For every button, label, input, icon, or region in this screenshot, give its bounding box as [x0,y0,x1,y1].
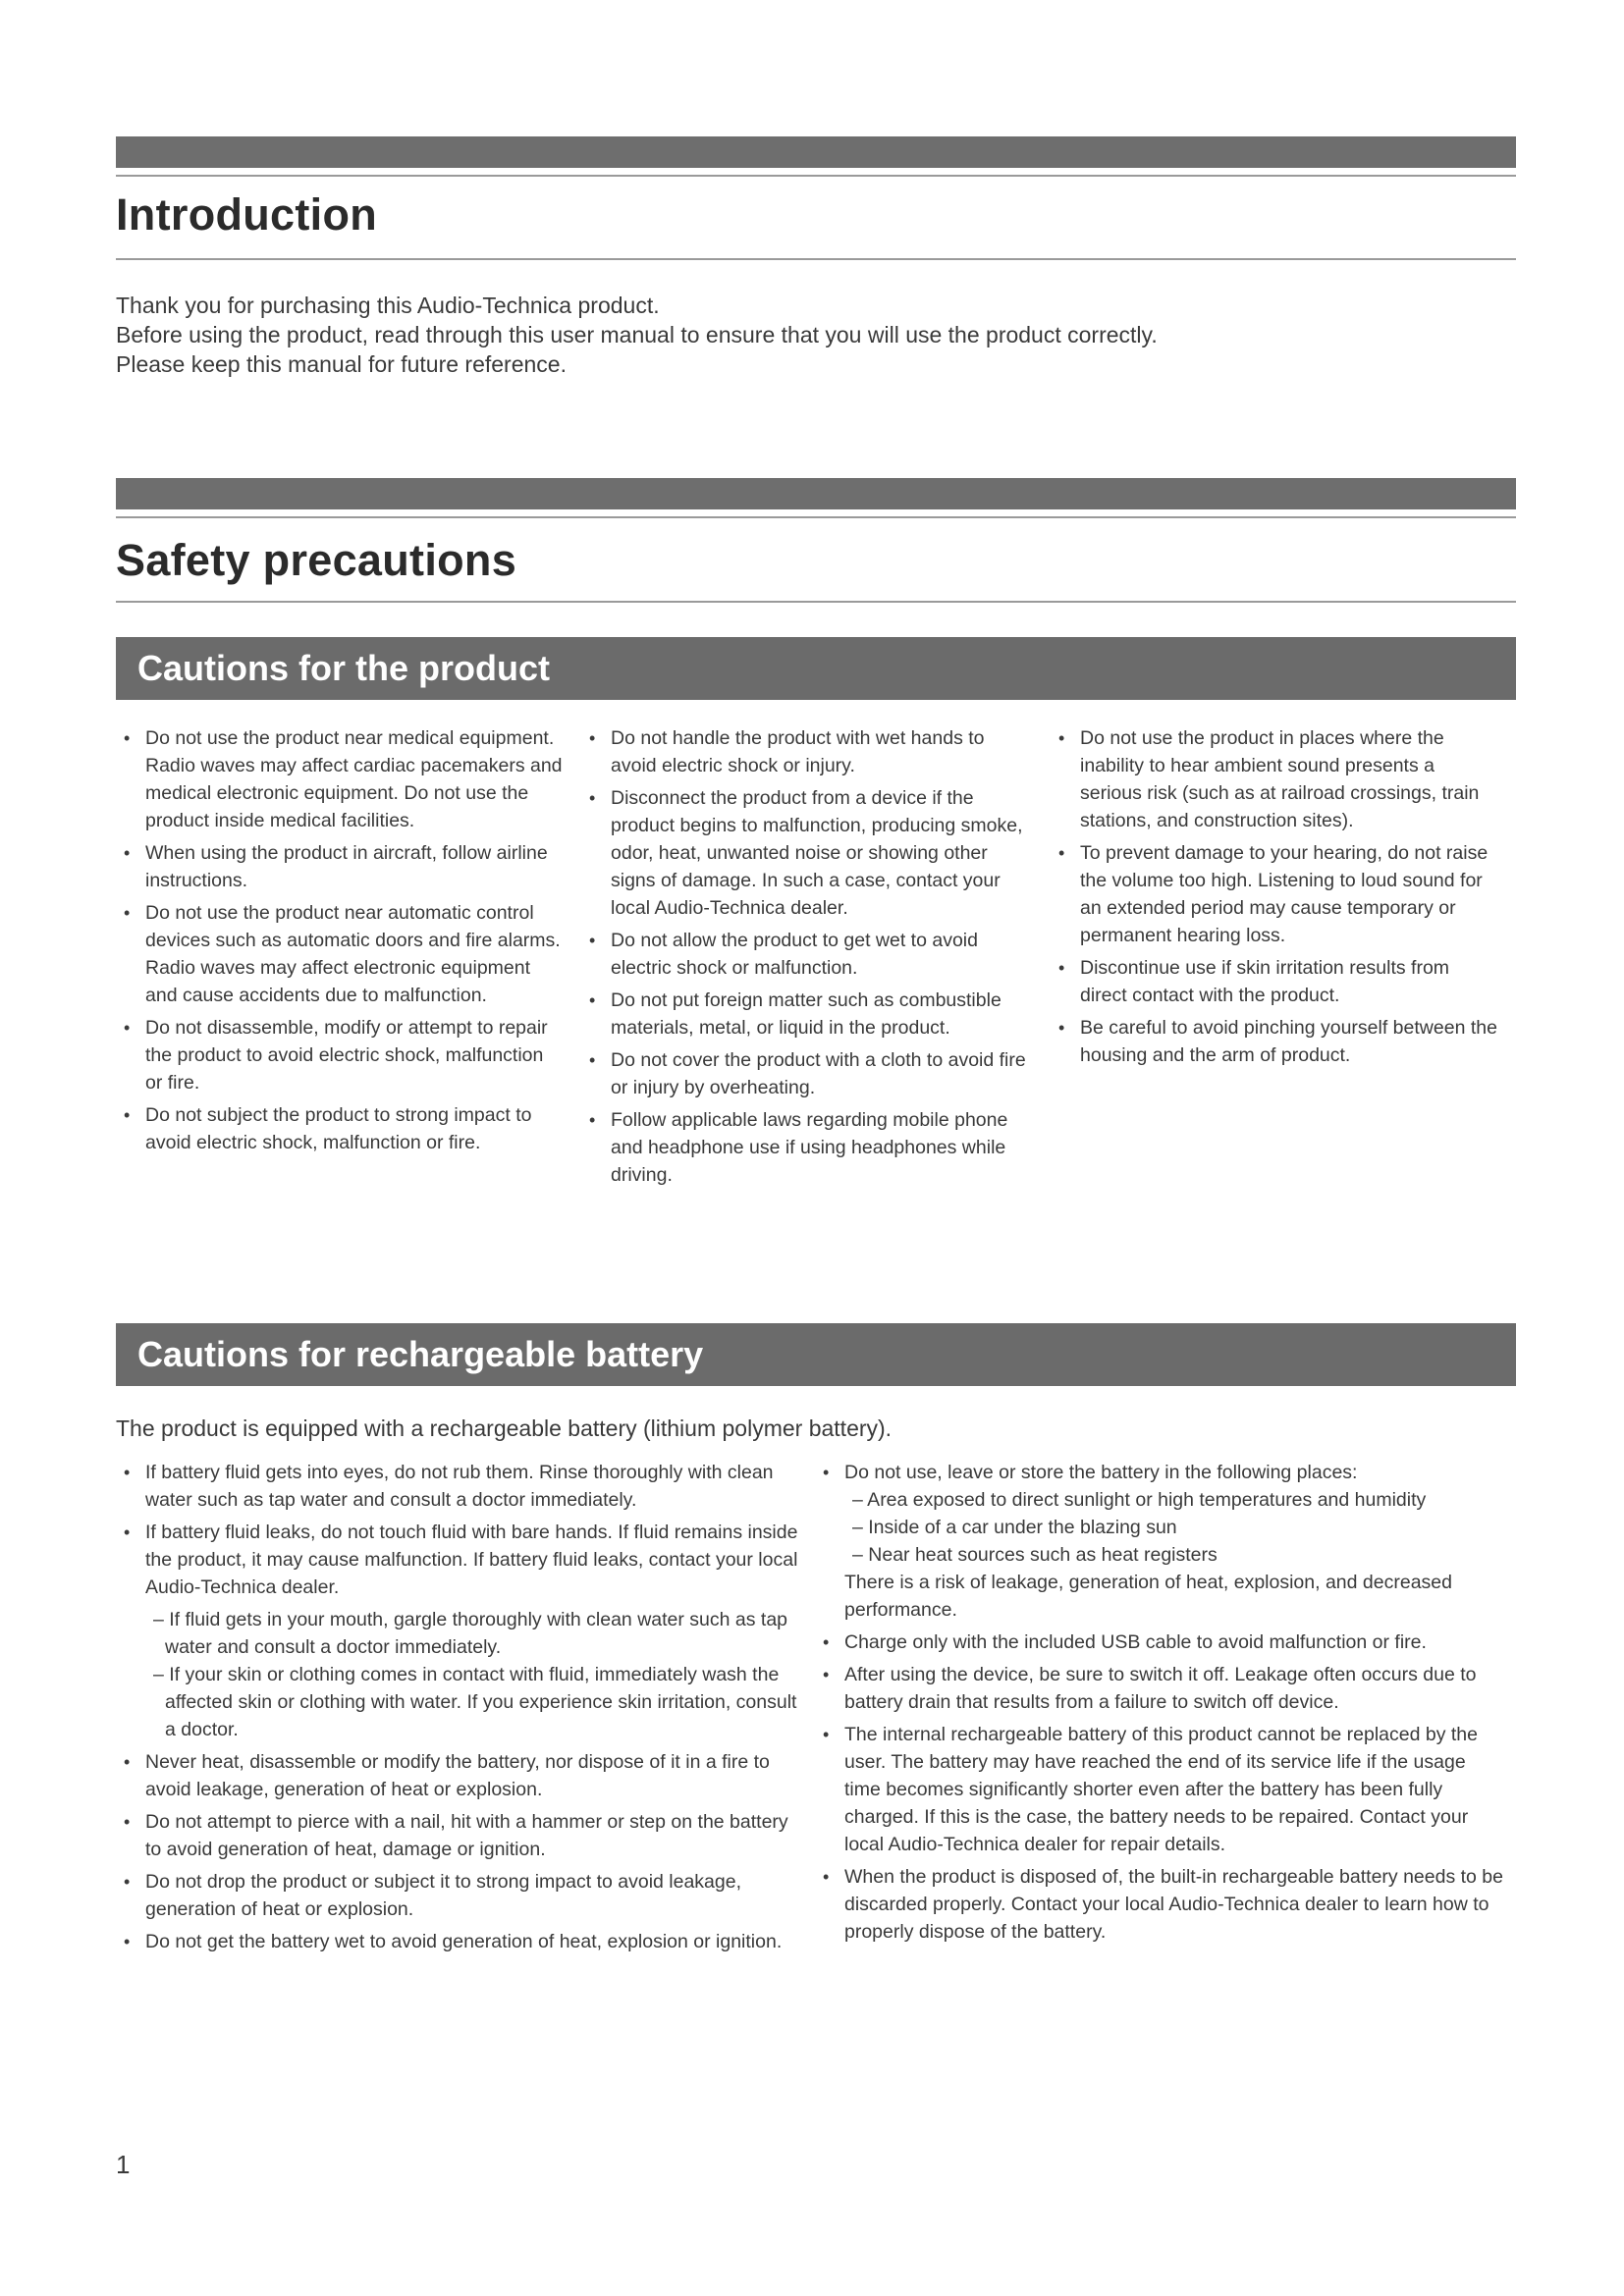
battery-cautions-right [817,1459,1504,1950]
list-item: • Do not attempt to pierce with a nail, hit with a hammer or step on the battery to avoid generation of heat, damage or ignition. [118,1808,805,1863]
list-item: • Charge only with the included USB cable to avoid malfunction or fire. [817,1629,1504,1656]
list-item: • To prevent damage to your hearing, do not raise the volume too high. Listening to loud sound for an extended period may cause temporary or permanent hearing loss. [1053,839,1499,949]
product-cautions-col3 [1053,724,1499,1074]
list-item: • Do not use the product near medical equipment. Radio waves may affect cardiac pacemakers and medical electronic equipment. Do not use the product inside medical facilities. [118,724,565,834]
list-item: • The internal rechargeable battery of this product cannot be replaced by the user. The battery may have reached the end of its service life if the usage time becomes significantly shorter even after the battery has been fully charged. If this is the case, the battery needs to be repaired. Contact your local Audio-Technica dealer for repair details. [817,1721,1504,1858]
introduction-bottom-rule [116,258,1516,260]
list-item: • Follow applicable laws regarding mobile phone and headphone use if using headphones while driving. [583,1106,1030,1189]
list-item: • Do not cover the product with a cloth to avoid fire or injury by overheating. [583,1046,1030,1101]
introduction-text [116,291,1510,379]
list-item: • Do not get the battery wet to avoid generation of heat, explosion or ignition. [118,1928,805,1955]
list-item-continuation: There is a risk of leakage, generation of heat, explosion, and decreased performance. [844,1572,1452,1621]
list-item: • Discontinue use if skin irritation results from direct contact with the product. [1053,954,1499,1009]
list-item: • If battery fluid leaks, do not touch fluid with bare hands. If fluid remains inside the product, it may cause malfunction. If battery fluid leaks, contact your local Audio-Technica dealer. [118,1519,805,1601]
safety-title: Safety precautions [116,535,517,585]
list-item: • Do not put foreign matter such as combustible materials, metal, or liquid in the product. [583,987,1030,1041]
intro-paragraph: Please keep this manual for future reference. [116,351,567,377]
product-cautions-heading: Cautions for the product [116,637,1516,700]
product-cautions-col2 [583,724,1030,1194]
list-item: • Do not drop the product or subject it to strong impact to avoid leakage, generation of heat or explosion. [118,1868,805,1923]
list-item: • After using the device, be sure to switch it off. Leakage often occurs due to battery drain that results from a failure to switch off device. [817,1661,1504,1716]
list-item: • Do not disassemble, modify or attempt to repair the product to avoid electric shock, malfunction or fire. [118,1014,565,1096]
intro-paragraph: Before using the product, read through this user manual to ensure that you will use the product correctly. [116,322,1158,347]
safety-bottom-rule [116,601,1516,603]
battery-cautions-heading: Cautions for rechargeable battery [116,1323,1516,1386]
intro-paragraph: Thank you for purchasing this Audio-Technica product. [116,293,660,318]
battery-intro: The product is equipped with a rechargeable battery (lithium polymer battery). [116,1415,893,1441]
list-item: • If battery fluid gets into eyes, do not rub them. Rinse thoroughly with clean water such as tap water and consult a doctor immediately. [118,1459,805,1514]
introduction-bar [116,136,1516,168]
introduction-title: Introduction [116,189,378,240]
list-item: • Do not subject the product to strong impact to avoid electric shock, malfunction or fire. [118,1101,565,1156]
sub-list-item: – Near heat sources such as heat registers [852,1544,1218,1566]
product-cautions-col1 [118,724,565,1161]
sub-list-item: – If fluid gets in your mouth, gargle thoroughly with clean water such as tap water and consult a doctor immediately. [153,1609,788,1658]
sub-list-item: – If your skin or clothing comes in contact with fluid, immediately wash the affected skin or clothing with water. If you experience skin irritation, consult a doctor. [153,1664,797,1740]
list-item: • Do not handle the product with wet hands to avoid electric shock or injury. [583,724,1030,779]
safety-bar [116,478,1516,509]
list-item: • Do not use the product near automatic control devices such as automatic doors and fire alarms. Radio waves may affect electronic equipment and cause accidents due to malfunction. [118,899,565,1009]
list-item: • Disconnect the product from a device if the product begins to malfunction, producing smoke, odor, heat, unwanted noise or showing other signs of damage. In such a case, contact your local Audio-Technica dealer. [583,784,1030,922]
sub-list-item: – Area exposed to direct sunlight or high temperatures and humidity [852,1489,1427,1511]
page-number: 1 [116,2150,131,2179]
introduction-top-rule [116,175,1516,177]
list-item: • Do not use, leave or store the battery in the following places: [817,1459,1504,1486]
list-item: • Do not use the product in places where the inability to hear ambient sound presents a serious risk (such as at railroad crossings, train stations, and construction sites). [1053,724,1499,834]
battery-cautions-left [118,1459,805,1960]
list-item: • When using the product in aircraft, follow airline instructions. [118,839,565,894]
list-item: • When the product is disposed of, the built-in rechargeable battery needs to be discarded properly. Contact your local Audio-Technica dealer to learn how to properly dispose of the battery. [817,1863,1504,1946]
list-item: • Be careful to avoid pinching yourself between the housing and the arm of product. [1053,1014,1499,1069]
safety-top-rule [116,516,1516,518]
sub-list-item: – Inside of a car under the blazing sun [852,1517,1177,1538]
list-item: • Never heat, disassemble or modify the battery, nor dispose of it in a fire to avoid leakage, generation of heat or explosion. [118,1748,805,1803]
list-item: • Do not allow the product to get wet to avoid electric shock or malfunction. [583,927,1030,982]
